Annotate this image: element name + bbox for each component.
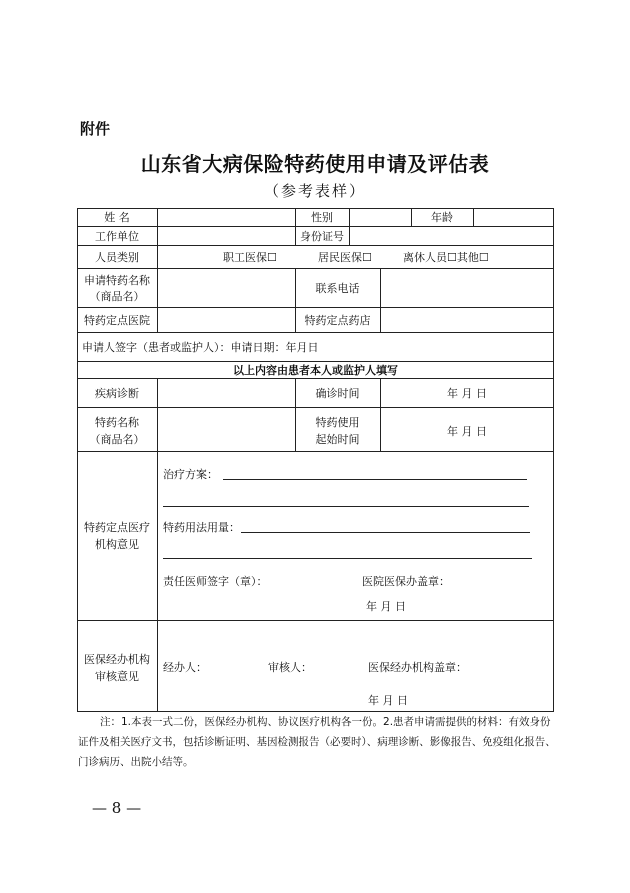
drug-name-label-line1: 申请特药名称 [84,274,150,287]
form-note: 注：1.本表一式二份，医保经办机构、协议医疗机构各一份。2.患者申请需提供的材料：有效身份证件及相关医疗文书，包括诊断证明、基因检测报告（必要时）、病理诊断、影像报告、免疫组化报告、门诊病历、出院小结等。 [78,716,556,768]
work-unit-label: 工作单位 [95,230,139,243]
gender-label: 性别 [311,211,333,224]
agency-seal-date[interactable]: 年 月 日 [368,694,408,707]
name-field[interactable] [158,209,295,226]
age-label: 年龄 [431,211,453,224]
treatment-plan-line-1[interactable] [223,479,527,480]
usage-label: 特药用法用量： [163,521,240,534]
id-number-label: 身份证号 [300,230,344,243]
pharmacy-label: 特药定点药店 [304,314,371,327]
hospital-label: 特药定点医院 [84,314,150,327]
hospital-opinion-label-line2: 机构意见 [95,538,139,551]
id-number-field[interactable] [350,227,553,245]
form-subtitle: （参考表样） [263,182,366,200]
handler-label: 经办人： [163,661,207,674]
work-unit-field[interactable] [158,227,295,245]
option-resident-insurance[interactable]: 居民医保☐ [318,251,372,264]
hospital-opinion-label-line1: 特药定点医疗 [84,521,150,534]
agency-opinion-label-line1: 医保经办机构 [84,653,150,666]
drug-name2-label-line1: 特药名称 [95,416,139,429]
drug-start-label-line2: 起始时间 [315,433,360,446]
pharmacy-field[interactable] [381,308,553,332]
drug-name2-label-line2: （商品名） [89,433,145,446]
option-employee-insurance[interactable]: 职工医保☐ [223,251,277,264]
hospital-seal-label: 医院医保办盖章： [362,575,450,588]
person-category-label: 人员类别 [95,251,139,264]
drug-name-field[interactable] [158,269,295,307]
age-field[interactable] [474,209,553,226]
applicant-signature-line: 申请人签字（患者或监护人）：申请日期：年月日 [82,341,319,354]
reviewer-label: 审核人： [268,661,312,674]
drug-name2-field[interactable] [158,408,295,451]
hospital-seal-date[interactable]: 年 月 日 [366,600,406,613]
form-title: 山东省大病保险特药使用申请及评估表 [140,152,490,176]
doctor-signature-label: 责任医师签字（章）： [163,575,268,588]
hospital-field[interactable] [158,308,295,332]
treatment-plan-line-2[interactable] [163,506,529,507]
confirm-time-label: 确诊时间 [315,387,360,400]
phone-label: 联系电话 [315,282,360,295]
divider-text: 以上内容由患者本人或监护人填写 [233,364,398,377]
diagnosis-field[interactable] [158,379,295,407]
confirm-date-field[interactable]: 年 月 日 [447,387,487,400]
drug-start-label-line1: 特药使用 [315,416,360,429]
usage-line-2[interactable] [163,558,532,559]
gender-field[interactable] [350,209,411,226]
page-number: — 8 — [92,799,142,817]
treatment-plan-label: 治疗方案： [163,468,218,481]
name-label: 姓 名 [104,211,130,224]
attachment-label: 附件 [80,120,111,138]
diagnosis-label: 疾病诊断 [95,387,139,400]
drug-name-label-line2: （商品名） [89,290,145,303]
agency-opinion-label-line2: 审核意见 [95,670,139,683]
phone-field[interactable] [381,269,553,307]
drug-start-date-field[interactable]: 年 月 日 [447,425,487,438]
usage-line-1[interactable] [241,532,530,533]
option-retired-other[interactable]: 离休人员☐其他☐ [403,251,489,264]
agency-seal-label: 医保经办机构盖章： [368,661,467,674]
